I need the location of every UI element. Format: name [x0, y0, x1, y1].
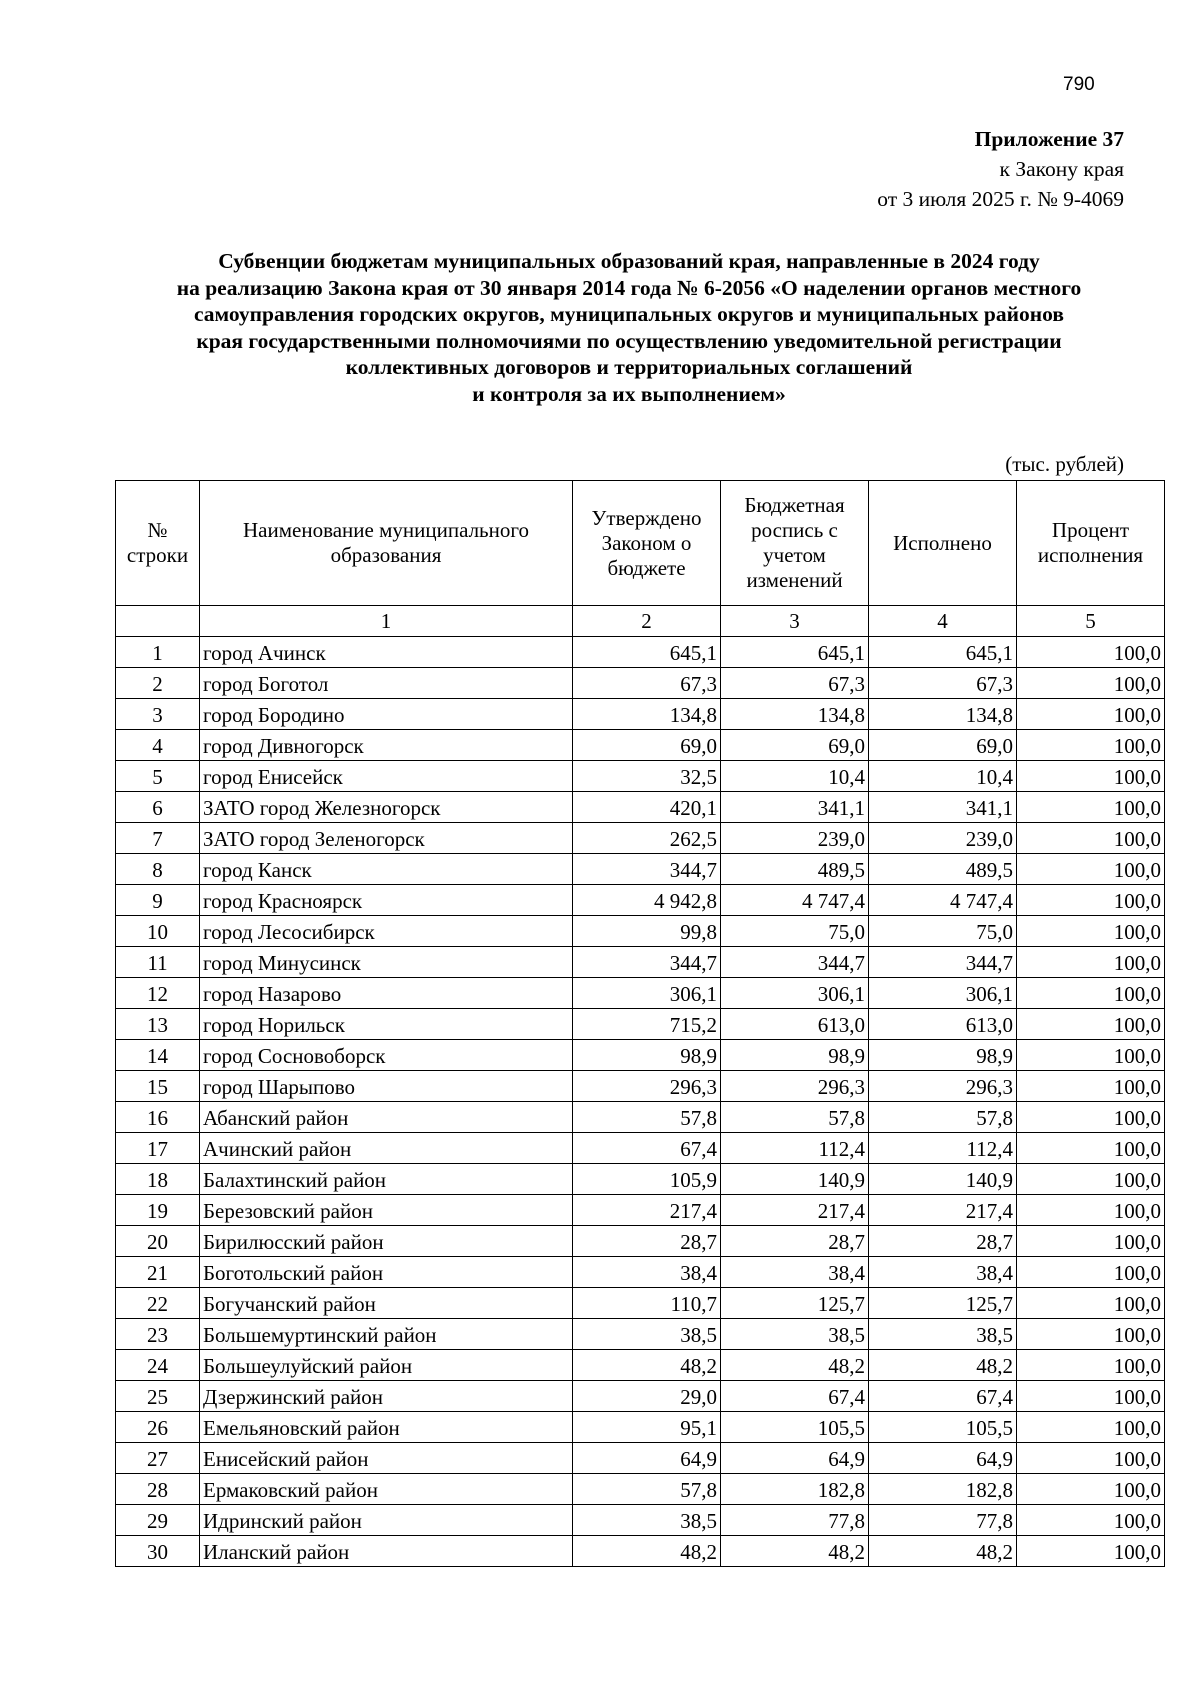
- municipality-cell: Березовский район: [200, 1195, 573, 1226]
- percent-cell: 100,0: [1017, 1195, 1165, 1226]
- row-number-cell: 18: [116, 1164, 200, 1195]
- percent-cell: 100,0: [1017, 885, 1165, 916]
- approved-cell: 134,8: [573, 699, 721, 730]
- municipality-cell: Ачинский район: [200, 1133, 573, 1164]
- approved-cell: 296,3: [573, 1071, 721, 1102]
- approved-cell: 645,1: [573, 637, 721, 668]
- table-row: [116, 1319, 1165, 1350]
- municipality-cell: город Назарово: [200, 978, 573, 1009]
- table-row: [116, 978, 1165, 1009]
- budget-schedule-cell: 134,8: [721, 699, 869, 730]
- approved-cell: 110,7: [573, 1288, 721, 1319]
- row-number-cell: 10: [116, 916, 200, 947]
- header-row-number: № строки: [116, 481, 200, 606]
- table-row: [116, 1443, 1165, 1474]
- approved-cell: 67,4: [573, 1133, 721, 1164]
- percent-cell: 100,0: [1017, 637, 1165, 668]
- table-row: [116, 1505, 1165, 1536]
- budget-schedule-cell: 28,7: [721, 1226, 869, 1257]
- table-row: [116, 1009, 1165, 1040]
- row-number-cell: 16: [116, 1102, 200, 1133]
- executed-cell: 645,1: [869, 637, 1017, 668]
- row-number-cell: 8: [116, 854, 200, 885]
- approved-cell: 715,2: [573, 1009, 721, 1040]
- title-line: и контроля за их выполнением»: [472, 381, 786, 406]
- approved-cell: 420,1: [573, 792, 721, 823]
- executed-cell: 344,7: [869, 947, 1017, 978]
- approved-cell: 64,9: [573, 1443, 721, 1474]
- municipality-cell: Богучанский район: [200, 1288, 573, 1319]
- table-row: [116, 854, 1165, 885]
- approved-cell: 105,9: [573, 1164, 721, 1195]
- executed-cell: 105,5: [869, 1412, 1017, 1443]
- budget-schedule-cell: 77,8: [721, 1505, 869, 1536]
- budget-schedule-cell: 48,2: [721, 1536, 869, 1567]
- executed-cell: 4 747,4: [869, 885, 1017, 916]
- table-row: [116, 1195, 1165, 1226]
- approved-cell: 29,0: [573, 1381, 721, 1412]
- table-row: [116, 637, 1165, 668]
- municipality-cell: Иланский район: [200, 1536, 573, 1567]
- row-number-cell: 20: [116, 1226, 200, 1257]
- column-index-cell: 5: [1017, 606, 1165, 637]
- budget-schedule-cell: 105,5: [721, 1412, 869, 1443]
- municipality-cell: город Бородино: [200, 699, 573, 730]
- budget-schedule-cell: 341,1: [721, 792, 869, 823]
- percent-cell: 100,0: [1017, 1040, 1165, 1071]
- approved-cell: 217,4: [573, 1195, 721, 1226]
- title-line: Субвенции бюджетам муниципальных образований края, направленные в 2024 году: [218, 249, 1040, 273]
- executed-cell: 140,9: [869, 1164, 1017, 1195]
- approved-cell: 38,5: [573, 1505, 721, 1536]
- approved-cell: 69,0: [573, 730, 721, 761]
- approved-cell: 99,8: [573, 916, 721, 947]
- approved-cell: 344,7: [573, 947, 721, 978]
- budget-schedule-cell: 38,4: [721, 1257, 869, 1288]
- budget-schedule-cell: 306,1: [721, 978, 869, 1009]
- row-number-cell: 3: [116, 699, 200, 730]
- municipality-cell: Идринский район: [200, 1505, 573, 1536]
- percent-cell: 100,0: [1017, 1257, 1165, 1288]
- budget-schedule-cell: 10,4: [721, 761, 869, 792]
- executed-cell: 64,9: [869, 1443, 1017, 1474]
- executed-cell: 341,1: [869, 792, 1017, 823]
- municipality-cell: Боготольский район: [200, 1257, 573, 1288]
- row-number-cell: 23: [116, 1319, 200, 1350]
- percent-cell: 100,0: [1017, 947, 1165, 978]
- budget-schedule-cell: 48,2: [721, 1350, 869, 1381]
- approved-cell: 95,1: [573, 1412, 721, 1443]
- budget-schedule-cell: 57,8: [721, 1102, 869, 1133]
- unit-label: (тыс. рублей): [1005, 452, 1124, 476]
- executed-cell: 112,4: [869, 1133, 1017, 1164]
- column-index-cell: 4: [869, 606, 1017, 637]
- executed-cell: 48,2: [869, 1536, 1017, 1567]
- budget-schedule-cell: 67,4: [721, 1381, 869, 1412]
- municipality-cell: город Шарыпово: [200, 1071, 573, 1102]
- table-row: [116, 1474, 1165, 1505]
- table-row: [116, 1040, 1165, 1071]
- row-number-cell: 4: [116, 730, 200, 761]
- table-row: [116, 1288, 1165, 1319]
- approved-cell: 344,7: [573, 854, 721, 885]
- column-index-cell: [116, 606, 200, 637]
- budget-schedule-cell: 64,9: [721, 1443, 869, 1474]
- table-row: [116, 730, 1165, 761]
- percent-cell: 100,0: [1017, 1133, 1165, 1164]
- row-number-cell: 12: [116, 978, 200, 1009]
- budget-schedule-cell: 344,7: [721, 947, 869, 978]
- percent-cell: 100,0: [1017, 1319, 1165, 1350]
- budget-schedule-cell: 217,4: [721, 1195, 869, 1226]
- table-row: [116, 699, 1165, 730]
- percent-cell: 100,0: [1017, 1474, 1165, 1505]
- percent-cell: 100,0: [1017, 1226, 1165, 1257]
- row-number-cell: 6: [116, 792, 200, 823]
- table-row: [116, 916, 1165, 947]
- budget-schedule-cell: 112,4: [721, 1133, 869, 1164]
- executed-cell: 134,8: [869, 699, 1017, 730]
- municipality-cell: город Сосновоборск: [200, 1040, 573, 1071]
- appendix-law-date: от 3 июля 2025 г. № 9-4069: [877, 187, 1124, 211]
- executed-cell: 67,4: [869, 1381, 1017, 1412]
- row-number-cell: 7: [116, 823, 200, 854]
- table-row: [116, 792, 1165, 823]
- row-number-cell: 27: [116, 1443, 200, 1474]
- approved-cell: 67,3: [573, 668, 721, 699]
- table-row: [116, 1164, 1165, 1195]
- row-number-cell: 29: [116, 1505, 200, 1536]
- municipality-cell: город Красноярск: [200, 885, 573, 916]
- executed-cell: 613,0: [869, 1009, 1017, 1040]
- percent-cell: 100,0: [1017, 916, 1165, 947]
- header-approved: Утверждено Законом о бюджете: [573, 481, 721, 606]
- executed-cell: 217,4: [869, 1195, 1017, 1226]
- header-municipality: Наименование муниципального образования: [200, 481, 573, 606]
- executed-cell: 28,7: [869, 1226, 1017, 1257]
- percent-cell: 100,0: [1017, 792, 1165, 823]
- table-row: [116, 1536, 1165, 1567]
- column-index-cell: 2: [573, 606, 721, 637]
- approved-cell: 48,2: [573, 1536, 721, 1567]
- budget-schedule-cell: 140,9: [721, 1164, 869, 1195]
- budget-schedule-cell: 4 747,4: [721, 885, 869, 916]
- municipality-cell: Бирилюсский район: [200, 1226, 573, 1257]
- budget-schedule-cell: 125,7: [721, 1288, 869, 1319]
- table-row: [116, 668, 1165, 699]
- budget-schedule-cell: 67,3: [721, 668, 869, 699]
- row-number-cell: 30: [116, 1536, 200, 1567]
- row-number-cell: 15: [116, 1071, 200, 1102]
- row-number-cell: 22: [116, 1288, 200, 1319]
- column-index-row: [116, 606, 1165, 637]
- municipality-cell: Дзержинский район: [200, 1381, 573, 1412]
- table-row: [116, 1381, 1165, 1412]
- table-body: [116, 637, 1165, 1567]
- budget-schedule-cell: 38,5: [721, 1319, 869, 1350]
- executed-cell: 57,8: [869, 1102, 1017, 1133]
- municipality-cell: Емельяновский район: [200, 1412, 573, 1443]
- approved-cell: 262,5: [573, 823, 721, 854]
- row-number-cell: 17: [116, 1133, 200, 1164]
- row-number-cell: 25: [116, 1381, 200, 1412]
- title-line: края государственными полномочиями по осуществлению уведомительной регистрации: [196, 328, 1062, 353]
- municipality-cell: ЗАТО город Зеленогорск: [200, 823, 573, 854]
- percent-cell: 100,0: [1017, 1102, 1165, 1133]
- approved-cell: 28,7: [573, 1226, 721, 1257]
- budget-schedule-cell: 69,0: [721, 730, 869, 761]
- appendix-law-ref: к Закону края: [999, 157, 1124, 181]
- municipality-cell: город Минусинск: [200, 947, 573, 978]
- approved-cell: 48,2: [573, 1350, 721, 1381]
- row-number-cell: 9: [116, 885, 200, 916]
- column-index-cell: 3: [721, 606, 869, 637]
- percent-cell: 100,0: [1017, 854, 1165, 885]
- subventions-table: [115, 480, 1165, 1567]
- approved-cell: 4 942,8: [573, 885, 721, 916]
- executed-cell: 38,4: [869, 1257, 1017, 1288]
- percent-cell: 100,0: [1017, 761, 1165, 792]
- title-line: самоуправления городских округов, муниципальных округов и муниципальных районов: [194, 302, 1064, 326]
- executed-cell: 10,4: [869, 761, 1017, 792]
- executed-cell: 489,5: [869, 854, 1017, 885]
- budget-schedule-cell: 296,3: [721, 1071, 869, 1102]
- table-row: [116, 1350, 1165, 1381]
- municipality-cell: Абанский район: [200, 1102, 573, 1133]
- row-number-cell: 28: [116, 1474, 200, 1505]
- approved-cell: 57,8: [573, 1102, 721, 1133]
- row-number-cell: 11: [116, 947, 200, 978]
- table-row: [116, 947, 1165, 978]
- table-row: [116, 885, 1165, 916]
- row-number-cell: 2: [116, 668, 200, 699]
- percent-cell: 100,0: [1017, 1443, 1165, 1474]
- municipality-cell: город Норильск: [200, 1009, 573, 1040]
- municipality-cell: город Канск: [200, 854, 573, 885]
- municipality-cell: ЗАТО город Железногорск: [200, 792, 573, 823]
- row-number-cell: 19: [116, 1195, 200, 1226]
- executed-cell: 75,0: [869, 916, 1017, 947]
- approved-cell: 57,8: [573, 1474, 721, 1505]
- percent-cell: 100,0: [1017, 1505, 1165, 1536]
- municipality-cell: город Ачинск: [200, 637, 573, 668]
- approved-cell: 32,5: [573, 761, 721, 792]
- municipality-cell: Ермаковский район: [200, 1474, 573, 1505]
- table-row: [116, 761, 1165, 792]
- municipality-cell: город Дивногорск: [200, 730, 573, 761]
- row-number-cell: 24: [116, 1350, 200, 1381]
- row-number-cell: 13: [116, 1009, 200, 1040]
- budget-schedule-cell: 75,0: [721, 916, 869, 947]
- page-number: 790: [1063, 74, 1095, 95]
- executed-cell: 67,3: [869, 668, 1017, 699]
- percent-cell: 100,0: [1017, 730, 1165, 761]
- percent-cell: 100,0: [1017, 1536, 1165, 1567]
- executed-cell: 38,5: [869, 1319, 1017, 1350]
- approved-cell: 38,4: [573, 1257, 721, 1288]
- executed-cell: 125,7: [869, 1288, 1017, 1319]
- approved-cell: 98,9: [573, 1040, 721, 1071]
- row-number-cell: 5: [116, 761, 200, 792]
- row-number-cell: 26: [116, 1412, 200, 1443]
- table-row: [116, 1071, 1165, 1102]
- table-row: [116, 1226, 1165, 1257]
- budget-schedule-cell: 98,9: [721, 1040, 869, 1071]
- appendix-block: [877, 124, 1124, 214]
- percent-cell: 100,0: [1017, 1350, 1165, 1381]
- executed-cell: 296,3: [869, 1071, 1017, 1102]
- municipality-cell: Большеулуйский район: [200, 1350, 573, 1381]
- executed-cell: 69,0: [869, 730, 1017, 761]
- executed-cell: 306,1: [869, 978, 1017, 1009]
- budget-schedule-cell: 489,5: [721, 854, 869, 885]
- percent-cell: 100,0: [1017, 699, 1165, 730]
- percent-cell: 100,0: [1017, 1009, 1165, 1040]
- title-line: коллективных договоров и территориальных соглашений: [345, 355, 913, 379]
- title-line: на реализацию Закона края от 30 января 2014 года № 6-2056 «О наделении органов местного: [176, 275, 1082, 300]
- header-budget-schedule: Бюджетная роспись с учетом изменений: [721, 481, 869, 606]
- column-index-cell: 1: [200, 606, 573, 637]
- percent-cell: 100,0: [1017, 1071, 1165, 1102]
- row-number-cell: 14: [116, 1040, 200, 1071]
- municipality-cell: город Енисейск: [200, 761, 573, 792]
- municipality-cell: город Боготол: [200, 668, 573, 699]
- percent-cell: 100,0: [1017, 978, 1165, 1009]
- executed-cell: 239,0: [869, 823, 1017, 854]
- budget-schedule-cell: 239,0: [721, 823, 869, 854]
- header-executed: Исполнено: [869, 481, 1017, 606]
- percent-cell: 100,0: [1017, 1381, 1165, 1412]
- municipality-cell: город Лесосибирск: [200, 916, 573, 947]
- executed-cell: 182,8: [869, 1474, 1017, 1505]
- budget-schedule-cell: 182,8: [721, 1474, 869, 1505]
- header-percent: Процент исполнения: [1017, 481, 1165, 606]
- table-row: [116, 823, 1165, 854]
- municipality-cell: Большемуртинский район: [200, 1319, 573, 1350]
- municipality-cell: Балахтинский район: [200, 1164, 573, 1195]
- percent-cell: 100,0: [1017, 668, 1165, 699]
- approved-cell: 306,1: [573, 978, 721, 1009]
- appendix-title: Приложение 37: [974, 127, 1124, 151]
- row-number-cell: 21: [116, 1257, 200, 1288]
- percent-cell: 100,0: [1017, 1288, 1165, 1319]
- executed-cell: 48,2: [869, 1350, 1017, 1381]
- budget-schedule-cell: 613,0: [721, 1009, 869, 1040]
- percent-cell: 100,0: [1017, 1412, 1165, 1443]
- executed-cell: 77,8: [869, 1505, 1017, 1536]
- approved-cell: 38,5: [573, 1319, 721, 1350]
- table-row: [116, 1133, 1165, 1164]
- executed-cell: 98,9: [869, 1040, 1017, 1071]
- municipality-cell: Енисейский район: [200, 1443, 573, 1474]
- table-header-row: [116, 481, 1165, 606]
- percent-cell: 100,0: [1017, 823, 1165, 854]
- document-title: [115, 248, 1143, 407]
- table-row: [116, 1257, 1165, 1288]
- budget-schedule-cell: 645,1: [721, 637, 869, 668]
- table-row: [116, 1412, 1165, 1443]
- row-number-cell: 1: [116, 637, 200, 668]
- percent-cell: 100,0: [1017, 1164, 1165, 1195]
- table-row: [116, 1102, 1165, 1133]
